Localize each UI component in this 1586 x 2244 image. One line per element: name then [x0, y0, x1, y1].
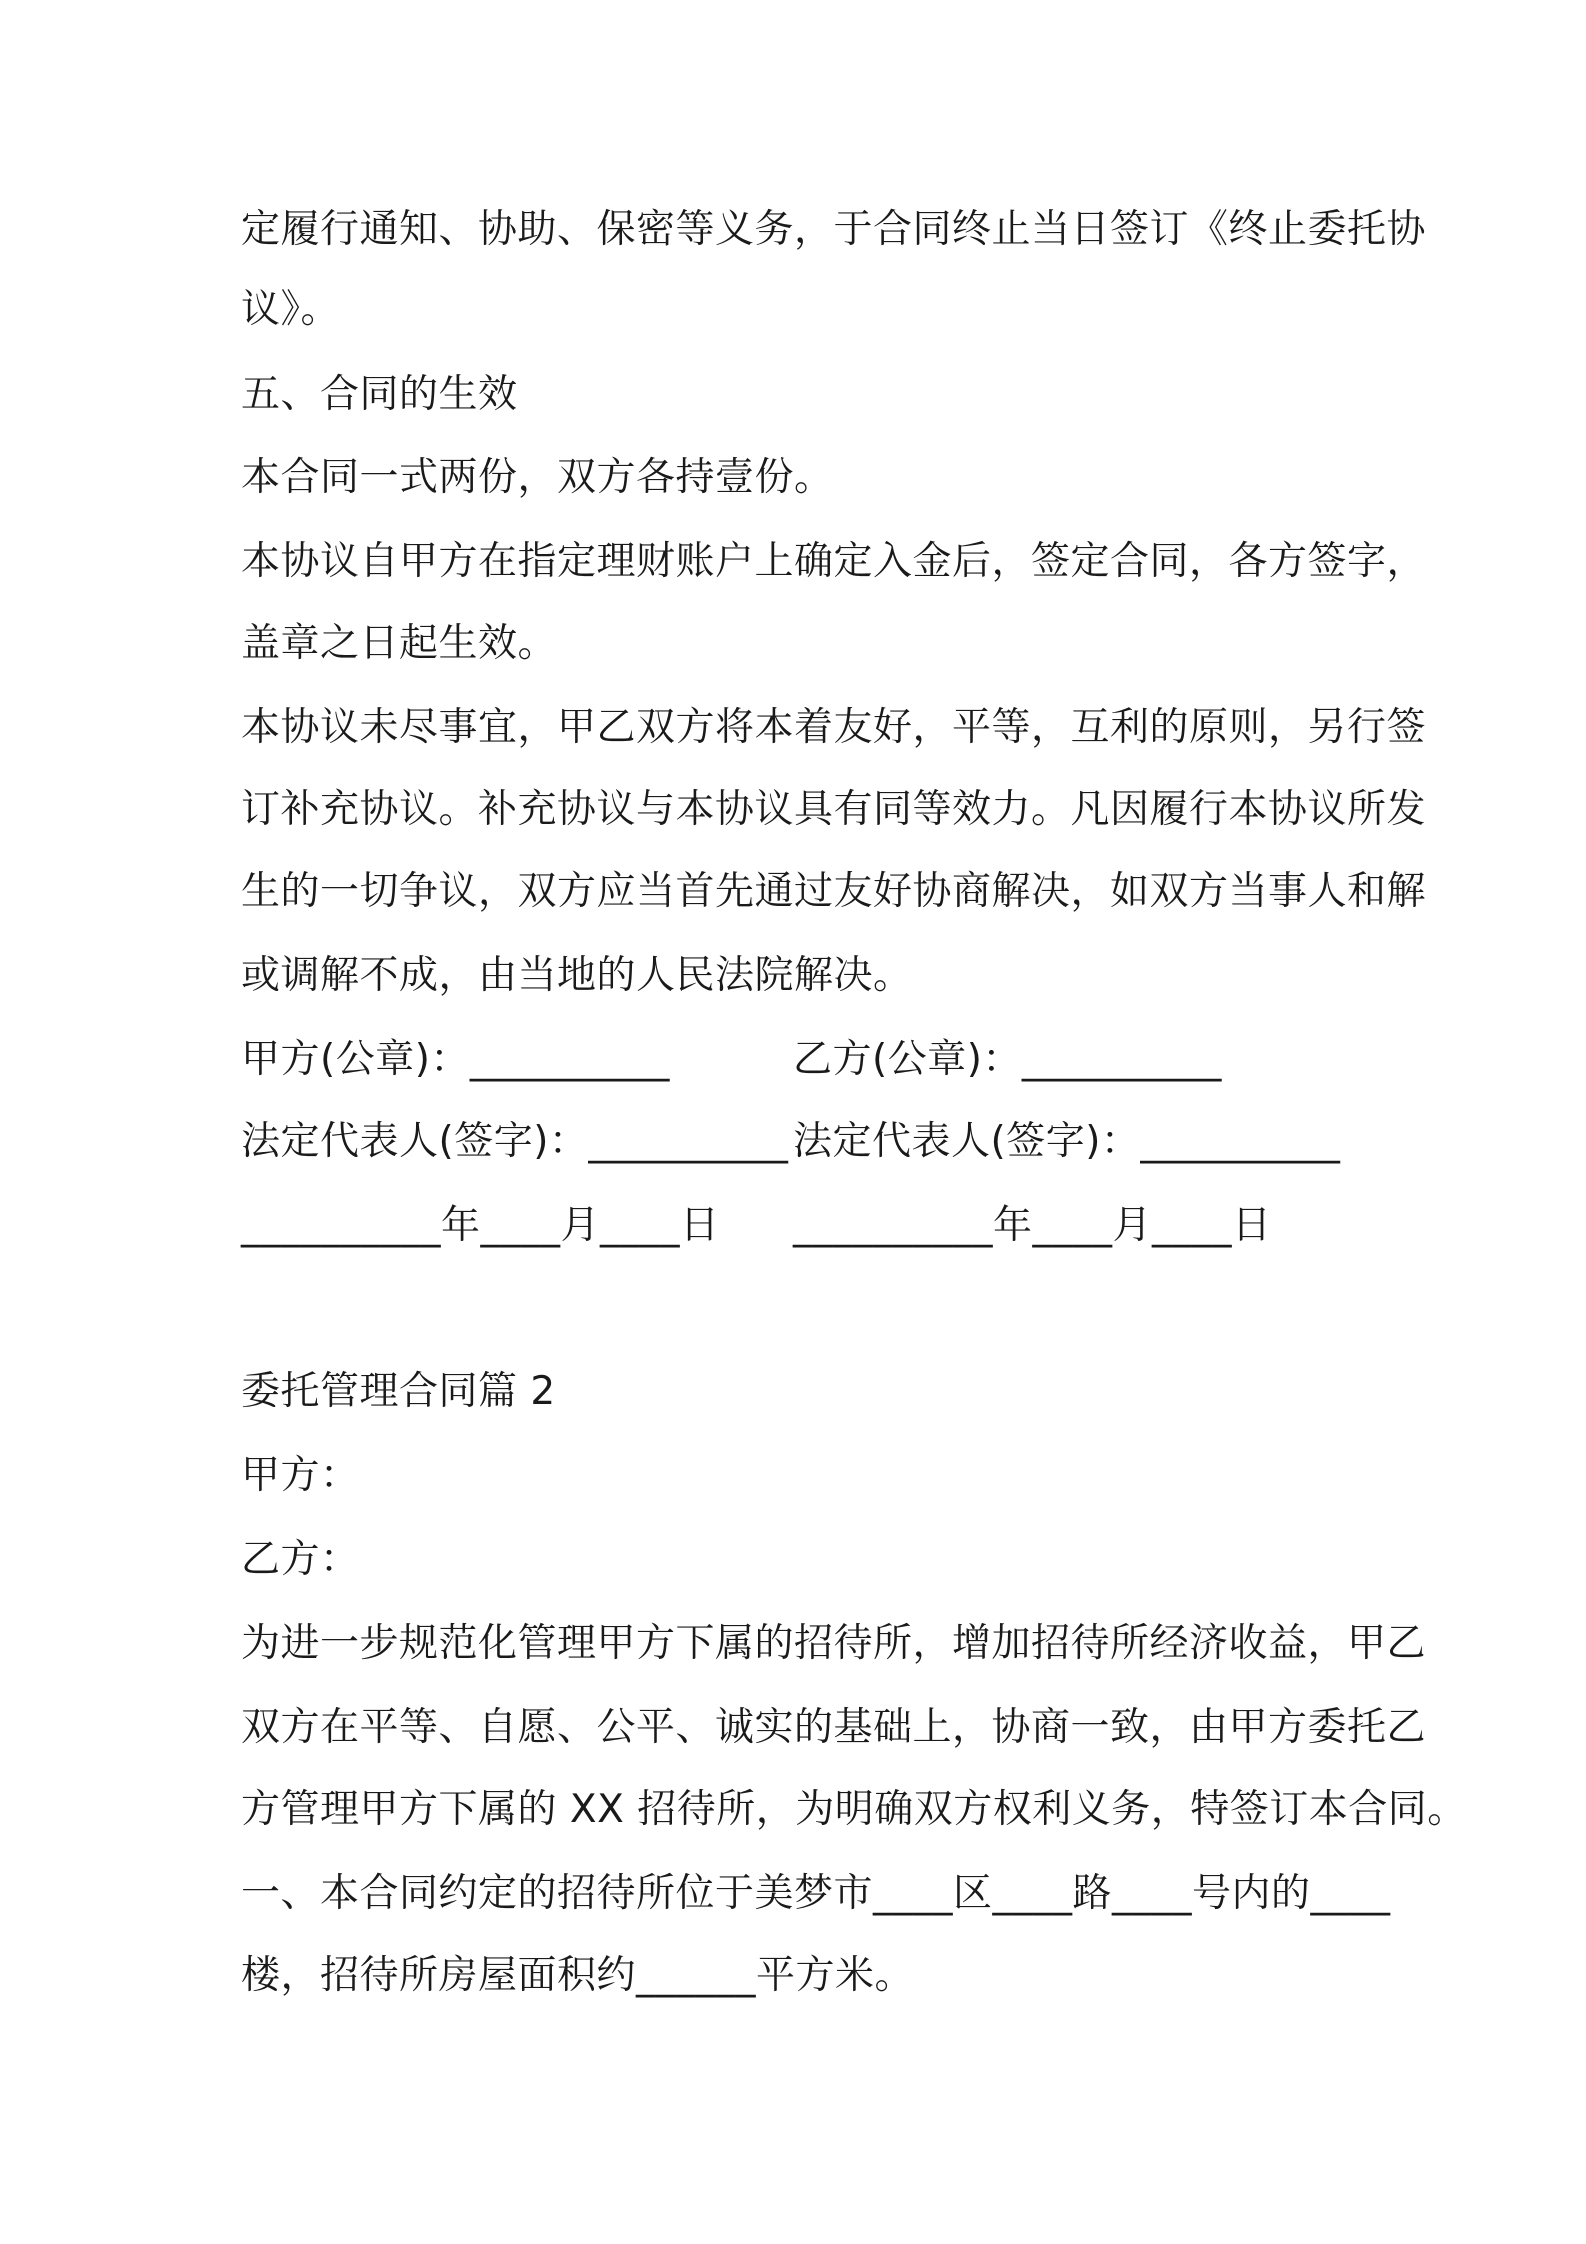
paragraph-line: 订补充协议。补充协议与本协议具有同等效力。凡因履行本协议所发 [241, 787, 1427, 832]
party-a-label: 甲方： [241, 1453, 360, 1498]
party-a-seal-field: 甲方(公章)：__________ [241, 1037, 670, 1082]
party-b-seal-field: 乙方(公章)：__________ [793, 1037, 1222, 1082]
paragraph-line: 为进一步规范化管理甲方下属的招待所，增加招待所经济收益，甲乙 [241, 1621, 1427, 1666]
paragraph-line: 盖章之日起生效。 [241, 621, 558, 666]
party-a-representative-field: 法定代表人(签字)：__________ [241, 1119, 789, 1164]
party-b-label: 乙方： [241, 1537, 360, 1582]
paragraph-line: 一、本合同约定的招待所位于美梦市____区____路____号内的____ [241, 1871, 1391, 1916]
section-title: 委托管理合同篇 2 [241, 1369, 556, 1414]
paragraph-line: 生的一切争议，双方应当首先通过友好协商解决，如双方当事人和解 [241, 869, 1427, 914]
party-a-date-field: __________年____月____日 [241, 1203, 720, 1248]
party-b-date-field: __________年____月____日 [793, 1203, 1272, 1248]
paragraph-line: 或调解不成，由当地的人民法院解决。 [241, 953, 913, 998]
section-heading: 五、合同的生效 [241, 372, 518, 417]
paragraph-line: 定履行通知、协助、保密等义务，于合同终止当日签订《终止委托协 [241, 207, 1427, 252]
paragraph-line: 方管理甲方下属的 XX 招待所，为明确双方权利义务，特签订本合同。 [241, 1787, 1467, 1832]
paragraph-line: 双方在平等、自愿、公平、诚实的基础上，协商一致，由甲方委托乙 [241, 1705, 1427, 1750]
paragraph-line: 本合同一式两份，双方各持壹份。 [241, 455, 834, 500]
party-b-representative-field: 法定代表人(签字)：__________ [793, 1119, 1341, 1164]
paragraph-line: 本协议自甲方在指定理财账户上确定入金后，签定合同，各方签字， [241, 539, 1427, 584]
paragraph-line: 本协议未尽事宜，甲乙双方将本着友好，平等，互利的原则，另行签 [241, 705, 1427, 750]
paragraph-line: 楼，招待所房屋面积约______平方米。 [241, 1953, 915, 1998]
paragraph-line: 议》。 [241, 287, 341, 332]
